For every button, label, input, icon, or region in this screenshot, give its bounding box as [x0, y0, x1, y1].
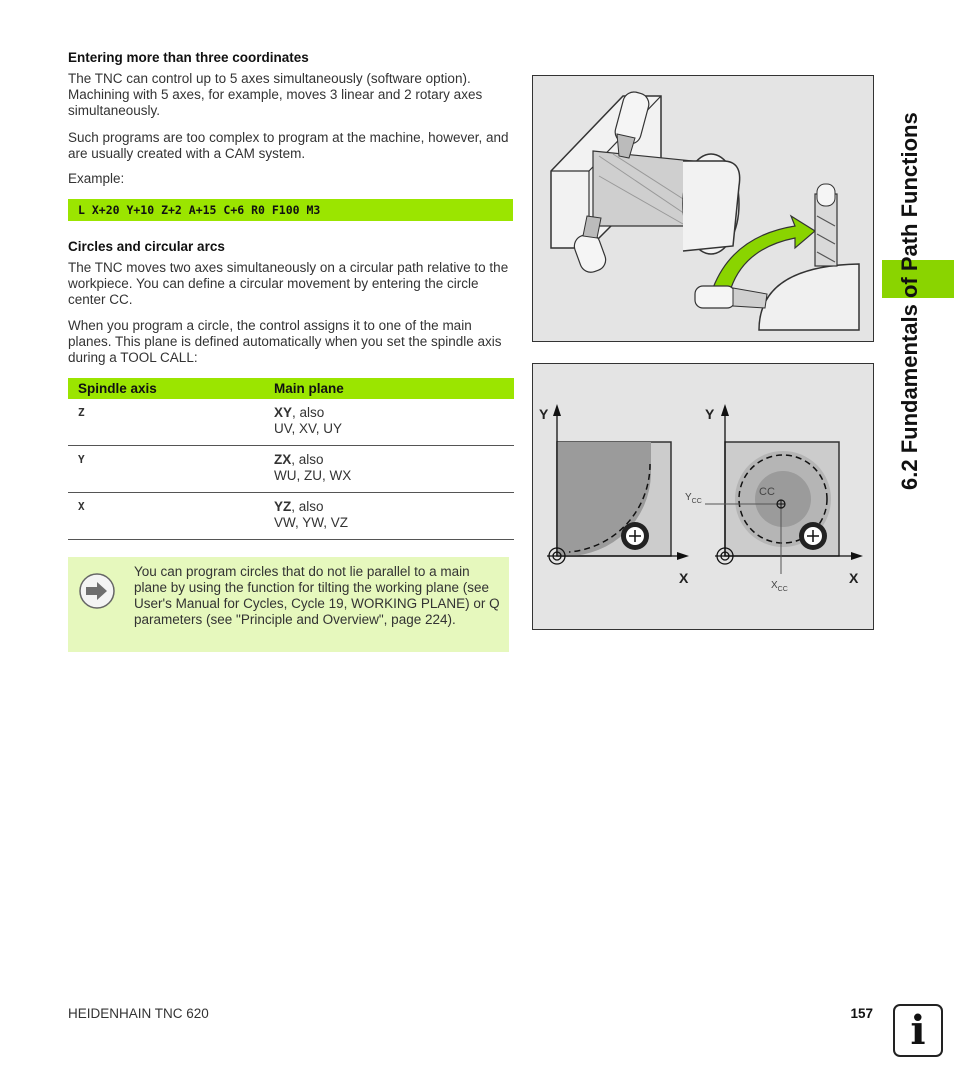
table-header-main-plane: Main plane	[264, 378, 514, 399]
xcc-main: X	[771, 580, 778, 591]
ycc-label	[685, 492, 702, 505]
tip-text: You can program circles that do not lie parallel to a main plane by using the function for tilting the working plane (see User's Manual for Cycles, Cycle 19, WORKING PLANE) or Q parameters (see "Principle and Overview", page 224).	[134, 564, 500, 627]
left-x-axis-label: X	[679, 570, 689, 586]
info-icon	[893, 1004, 943, 1057]
plane-primary: YZ	[274, 499, 292, 514]
paragraph-cam-system: Such programs are too complex to program at the machine, however, and are usually created with a CAM system.	[68, 130, 509, 161]
ycc-sub: CC	[691, 498, 702, 505]
right-x-axis-label: X	[849, 570, 859, 586]
table-cell-plane	[264, 493, 514, 540]
table-cell-axis: Z	[68, 399, 264, 446]
figure-five-axis	[532, 75, 874, 342]
xcc-sub: CC	[777, 586, 788, 593]
plane-alternatives: WU, ZU, WX	[274, 468, 352, 483]
section-heading-coordinates: Entering more than three coordinates	[68, 50, 309, 65]
section-heading-circles: Circles and circular arcs	[68, 239, 225, 254]
ycc-main: Y	[685, 492, 692, 503]
table-row	[68, 399, 514, 446]
arrow-right-icon	[78, 572, 116, 610]
left-y-axis-label: Y	[539, 406, 549, 422]
plane-also: , also	[291, 452, 324, 467]
footer-product: HEIDENHAIN TNC 620	[68, 1006, 209, 1021]
figure-circles	[532, 363, 874, 630]
table-header-row	[68, 378, 514, 399]
paragraph-main-planes: When you program a circle, the control assigns it to one of the main planes. This plane is defined automatically when you set the spindle axis during a TOOL CALL:	[68, 318, 502, 365]
table-row	[68, 493, 514, 540]
chapter-title: 6.2 Fundamentals of Path Functions	[897, 112, 922, 490]
code-example: L X+20 Y+10 Z+2 A+15 C+6 R0 F100 M3	[68, 199, 513, 221]
plane-primary: ZX	[274, 452, 292, 467]
table-cell-plane	[264, 399, 514, 446]
spindle-axis-table	[68, 378, 514, 540]
example-label: Example:	[68, 171, 125, 186]
paragraph-five-axes: The TNC can control up to 5 axes simultaneously (software option). Machining with 5 axes, for example, moves 3 linear and 2 rotary axes simultaneously.	[68, 71, 483, 118]
right-y-axis-label: Y	[705, 406, 715, 422]
plane-also: , also	[291, 499, 324, 514]
table-row	[68, 446, 514, 493]
plane-primary: XY	[274, 405, 293, 420]
plane-alternatives: VW, YW, VZ	[274, 515, 349, 530]
plane-alternatives: UV, XV, UY	[274, 421, 343, 436]
table-header-spindle-axis: Spindle axis	[68, 378, 264, 399]
page-number: 157	[850, 1006, 873, 1021]
table-cell-axis: X	[68, 493, 264, 540]
circle-center-label: CC	[759, 486, 775, 498]
table-cell-plane	[264, 446, 514, 493]
xcc-label	[771, 580, 788, 593]
table-cell-axis: Y	[68, 446, 264, 493]
circle-diagram	[533, 364, 873, 629]
paragraph-circular-path: The TNC moves two axes simultaneously on a circular path relative to the workpiece. You can define a circular movement by entering the circle center CC.	[68, 260, 509, 307]
five-axis-illustration	[533, 76, 873, 341]
info-glyph: i	[910, 1007, 926, 1054]
plane-also: , also	[292, 405, 325, 420]
